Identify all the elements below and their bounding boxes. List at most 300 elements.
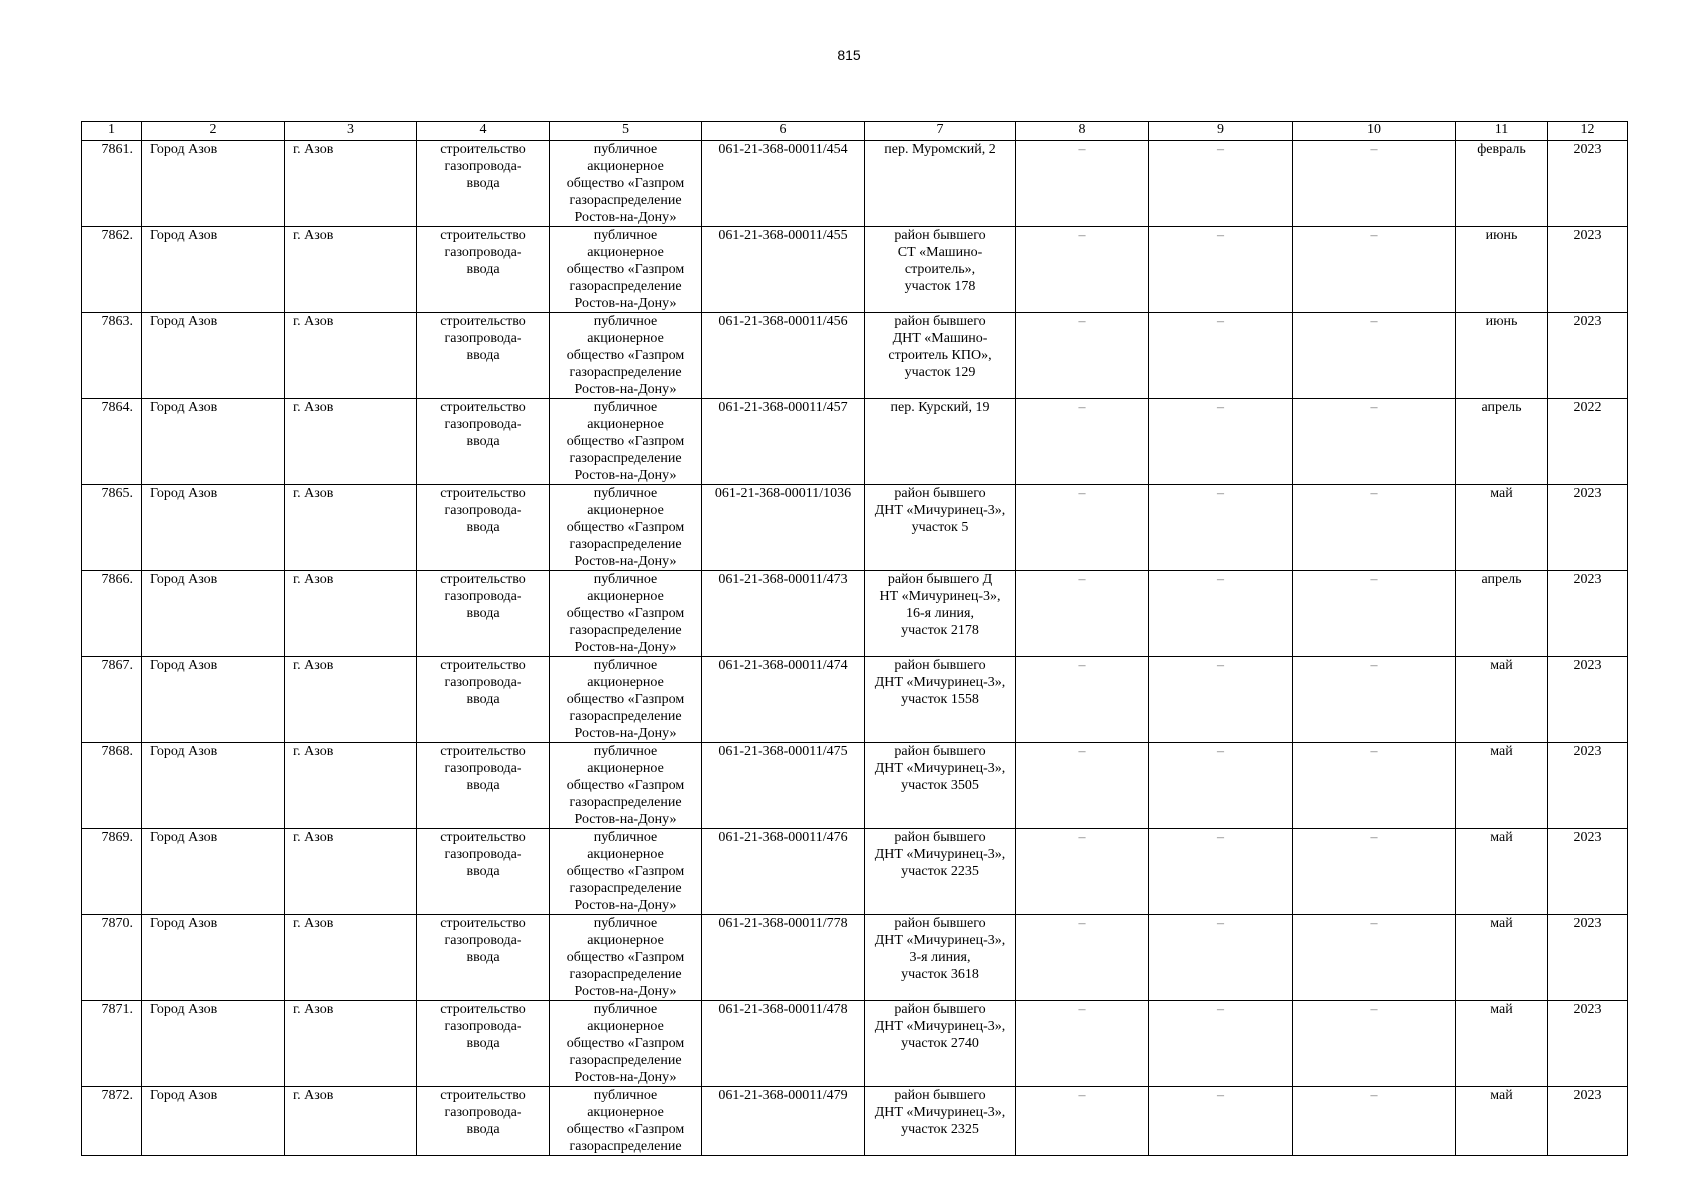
column-8-cell — [1016, 1001, 1149, 1087]
year-cell-text: 2023 — [1573, 142, 1602, 157]
year-cell — [1548, 571, 1628, 657]
row-number-cell-text: 7862. — [101, 228, 133, 243]
table-row — [82, 399, 1628, 485]
row-number-cell-text: 7871. — [101, 1002, 133, 1017]
column-9-cell — [1149, 485, 1293, 571]
row-number-cell — [82, 657, 142, 743]
column-header-11: 11 — [1456, 122, 1548, 141]
municipality-cell-text: Город Азов — [150, 1002, 218, 1017]
locality-cell — [285, 141, 417, 227]
table-row — [82, 915, 1628, 1001]
locality-cell-text: г. Азов — [293, 142, 334, 157]
column-10-cell-text: – — [1370, 314, 1378, 329]
locality-cell-text: г. Азов — [293, 314, 334, 329]
locality-cell-text: г. Азов — [293, 1002, 334, 1017]
work-type-cell-text: строительство газопровода- ввода — [440, 830, 526, 879]
municipality-cell-text: Город Азов — [150, 1088, 218, 1103]
column-10-cell — [1293, 915, 1456, 1001]
month-cell-text: июнь — [1485, 314, 1518, 329]
municipality-cell-text: Город Азов — [150, 916, 218, 931]
column-8-cell-text: – — [1078, 400, 1086, 415]
municipality-cell-text: Город Азов — [150, 228, 218, 243]
locality-cell-text: г. Азов — [293, 658, 334, 673]
organization-cell — [550, 571, 702, 657]
organization-cell — [550, 1087, 702, 1156]
locality-cell-text: г. Азов — [293, 572, 334, 587]
locality-cell-text: г. Азов — [293, 916, 334, 931]
locality-cell-text: г. Азов — [293, 486, 334, 501]
address-cell — [865, 743, 1016, 829]
locality-cell — [285, 657, 417, 743]
row-number-cell-text: 7866. — [101, 572, 133, 587]
column-8-cell-text: – — [1078, 142, 1086, 157]
column-9-cell — [1149, 1001, 1293, 1087]
registry-code-cell — [702, 915, 865, 1001]
row-number-cell — [82, 141, 142, 227]
year-cell-text: 2023 — [1573, 314, 1602, 329]
locality-cell — [285, 915, 417, 1001]
column-9-cell-text: – — [1217, 1088, 1224, 1103]
column-10-cell — [1293, 485, 1456, 571]
municipality-cell — [142, 743, 285, 829]
column-10-cell-text: – — [1370, 658, 1378, 673]
locality-cell-text: г. Азов — [293, 1088, 334, 1103]
locality-cell — [285, 313, 417, 399]
column-header-2: 2 — [142, 122, 285, 141]
column-10-cell-text: – — [1370, 1088, 1378, 1103]
column-10-cell — [1293, 141, 1456, 227]
organization-cell — [550, 227, 702, 313]
column-8-cell — [1016, 571, 1149, 657]
year-cell-text: 2023 — [1573, 486, 1602, 501]
registry-code-cell — [702, 571, 865, 657]
column-8-cell — [1016, 227, 1149, 313]
column-8-cell — [1016, 915, 1149, 1001]
municipality-cell — [142, 915, 285, 1001]
work-type-cell-text: строительство газопровода- ввода — [440, 1088, 526, 1137]
address-cell — [865, 227, 1016, 313]
address-cell-text: район бывшего СТ «Машино- строитель», участок 178 — [894, 228, 986, 294]
work-type-cell-text: строительство газопровода- ввода — [440, 658, 526, 707]
month-cell — [1456, 141, 1548, 227]
work-type-cell-text: строительство газопровода- ввода — [440, 486, 526, 535]
month-cell-text: февраль — [1477, 142, 1526, 157]
column-10-cell — [1293, 1087, 1456, 1156]
organization-cell-text: публичное акционерное общество «Газпром газораспределение Ростов-на-Дону» — [566, 314, 685, 397]
column-8-cell — [1016, 313, 1149, 399]
column-9-cell-text: – — [1217, 400, 1224, 415]
column-header-6: 6 — [702, 122, 865, 141]
column-8-cell — [1016, 485, 1149, 571]
registry-code-cell — [702, 313, 865, 399]
month-cell-text: июнь — [1485, 228, 1518, 243]
registry-code-cell — [702, 399, 865, 485]
organization-cell — [550, 313, 702, 399]
column-9-cell — [1149, 313, 1293, 399]
municipality-cell — [142, 1087, 285, 1156]
municipality-cell — [142, 571, 285, 657]
work-type-cell — [417, 313, 550, 399]
municipality-cell — [142, 485, 285, 571]
address-cell-text: район бывшего ДНТ «Мичуринец-3», участок 2740 — [874, 1002, 1006, 1051]
organization-cell-text: публичное акционерное общество «Газпром газораспределение — [566, 1088, 685, 1154]
row-number-cell — [82, 571, 142, 657]
column-9-cell-text: – — [1217, 658, 1224, 673]
locality-cell-text: г. Азов — [293, 830, 334, 845]
organization-cell-text: публичное акционерное общество «Газпром газораспределение Ростов-на-Дону» — [566, 916, 685, 999]
month-cell — [1456, 571, 1548, 657]
address-cell-text: пер. Муромский, 2 — [884, 142, 996, 157]
year-cell — [1548, 1087, 1628, 1156]
column-8-cell-text: – — [1078, 572, 1086, 587]
table-row — [82, 485, 1628, 571]
column-10-cell — [1293, 571, 1456, 657]
gas-connection-table — [81, 121, 1628, 1156]
organization-cell-text: публичное акционерное общество «Газпром газораспределение Ростов-на-Дону» — [566, 142, 685, 225]
locality-cell — [285, 743, 417, 829]
column-10-cell-text: – — [1370, 400, 1378, 415]
month-cell — [1456, 313, 1548, 399]
registry-code-cell-text: 061-21-368-00011/476 — [718, 830, 848, 845]
municipality-cell — [142, 141, 285, 227]
work-type-cell — [417, 657, 550, 743]
organization-cell-text: публичное акционерное общество «Газпром газораспределение Ростов-на-Дону» — [566, 658, 685, 741]
organization-cell-text: публичное акционерное общество «Газпром газораспределение Ростов-на-Дону» — [566, 744, 685, 827]
address-cell — [865, 485, 1016, 571]
column-8-cell-text: – — [1078, 228, 1086, 243]
month-cell-text: май — [1490, 1088, 1513, 1103]
work-type-cell-text: строительство газопровода- ввода — [440, 400, 526, 449]
work-type-cell-text: строительство газопровода- ввода — [440, 1002, 526, 1051]
table-row — [82, 1087, 1628, 1156]
month-cell — [1456, 399, 1548, 485]
column-header-1: 1 — [82, 122, 142, 141]
address-cell — [865, 915, 1016, 1001]
municipality-cell-text: Город Азов — [150, 486, 218, 501]
year-cell-text: 2023 — [1573, 572, 1602, 587]
month-cell — [1456, 1087, 1548, 1156]
registry-code-cell-text: 061-21-368-00011/457 — [718, 400, 848, 415]
column-9-cell — [1149, 743, 1293, 829]
work-type-cell — [417, 1087, 550, 1156]
work-type-cell-text: строительство газопровода- ввода — [440, 314, 526, 363]
locality-cell — [285, 1087, 417, 1156]
table-row — [82, 657, 1628, 743]
column-8-cell — [1016, 829, 1149, 915]
municipality-cell-text: Город Азов — [150, 572, 218, 587]
column-9-cell — [1149, 571, 1293, 657]
organization-cell — [550, 829, 702, 915]
column-8-cell — [1016, 141, 1149, 227]
column-header-8: 8 — [1016, 122, 1149, 141]
month-cell-text: апрель — [1481, 572, 1522, 587]
address-cell-text: район бывшего ДНТ «Мичуринец-3», участок 2325 — [874, 1088, 1006, 1137]
table-row — [82, 743, 1628, 829]
column-10-cell — [1293, 743, 1456, 829]
municipality-cell — [142, 657, 285, 743]
address-cell — [865, 1001, 1016, 1087]
address-cell-text: район бывшего ДНТ «Машино- строитель КПО», участок 129 — [888, 314, 992, 380]
locality-cell — [285, 399, 417, 485]
column-9-cell-text: – — [1217, 744, 1224, 759]
row-number-cell — [82, 399, 142, 485]
column-9-cell-text: – — [1217, 314, 1224, 329]
registry-code-cell — [702, 227, 865, 313]
column-9-cell — [1149, 915, 1293, 1001]
table-row — [82, 141, 1628, 227]
column-9-cell — [1149, 657, 1293, 743]
registry-code-cell-text: 061-21-368-00011/474 — [718, 658, 848, 673]
work-type-cell — [417, 915, 550, 1001]
row-number-cell-text: 7864. — [101, 400, 133, 415]
organization-cell — [550, 141, 702, 227]
table-row — [82, 313, 1628, 399]
month-cell — [1456, 1001, 1548, 1087]
month-cell — [1456, 915, 1548, 1001]
row-number-cell-text: 7861. — [101, 142, 133, 157]
column-9-cell-text: – — [1217, 1002, 1224, 1017]
registry-code-cell — [702, 829, 865, 915]
work-type-cell-text: строительство газопровода- ввода — [440, 228, 526, 277]
row-number-cell — [82, 1087, 142, 1156]
address-cell — [865, 829, 1016, 915]
registry-code-cell-text: 061-21-368-00011/454 — [718, 142, 848, 157]
row-number-cell-text: 7872. — [101, 1088, 133, 1103]
registry-code-cell-text: 061-21-368-00011/475 — [718, 744, 848, 759]
table-row — [82, 571, 1628, 657]
column-9-cell — [1149, 1087, 1293, 1156]
organization-cell-text: публичное акционерное общество «Газпром газораспределение Ростов-на-Дону» — [566, 1002, 685, 1085]
locality-cell — [285, 1001, 417, 1087]
address-cell-text: пер. Курский, 19 — [890, 400, 990, 415]
organization-cell-text: публичное акционерное общество «Газпром газораспределение Ростов-на-Дону» — [566, 228, 685, 311]
row-number-cell — [82, 743, 142, 829]
municipality-cell — [142, 1001, 285, 1087]
organization-cell — [550, 915, 702, 1001]
work-type-cell — [417, 399, 550, 485]
column-8-cell-text: – — [1078, 486, 1086, 501]
month-cell-text: май — [1490, 486, 1513, 501]
registry-code-cell-text: 061-21-368-00011/1036 — [714, 486, 852, 501]
address-cell — [865, 313, 1016, 399]
address-cell-text: район бывшего ДНТ «Мичуринец-3», участок 5 — [874, 486, 1006, 535]
column-header-5: 5 — [550, 122, 702, 141]
registry-code-cell-text: 061-21-368-00011/456 — [718, 314, 848, 329]
municipality-cell-text: Город Азов — [150, 142, 218, 157]
month-cell-text: май — [1490, 658, 1513, 673]
locality-cell — [285, 829, 417, 915]
month-cell-text: май — [1490, 830, 1513, 845]
column-8-cell-text: – — [1078, 314, 1086, 329]
month-cell — [1456, 829, 1548, 915]
month-cell-text: апрель — [1481, 400, 1522, 415]
row-number-cell — [82, 915, 142, 1001]
municipality-cell-text: Город Азов — [150, 314, 218, 329]
column-8-cell-text: – — [1078, 1002, 1086, 1017]
column-9-cell — [1149, 399, 1293, 485]
locality-cell — [285, 227, 417, 313]
column-10-cell-text: – — [1370, 916, 1378, 931]
row-number-cell-text: 7863. — [101, 314, 133, 329]
column-8-cell-text: – — [1078, 1088, 1086, 1103]
address-cell-text: район бывшего ДНТ «Мичуринец-3», участок 1558 — [874, 658, 1006, 707]
column-9-cell-text: – — [1217, 916, 1224, 931]
municipality-cell-text: Город Азов — [150, 744, 218, 759]
month-cell-text: май — [1490, 744, 1513, 759]
column-header-3: 3 — [285, 122, 417, 141]
month-cell-text: май — [1490, 916, 1513, 931]
column-8-cell-text: – — [1078, 916, 1086, 931]
address-cell — [865, 1087, 1016, 1156]
year-cell — [1548, 1001, 1628, 1087]
column-10-cell — [1293, 313, 1456, 399]
address-cell — [865, 399, 1016, 485]
municipality-cell — [142, 313, 285, 399]
year-cell-text: 2023 — [1573, 1088, 1602, 1103]
registry-code-cell — [702, 743, 865, 829]
municipality-cell — [142, 829, 285, 915]
column-header-9: 9 — [1149, 122, 1293, 141]
column-10-cell-text: – — [1370, 486, 1378, 501]
locality-cell-text: г. Азов — [293, 400, 334, 415]
address-cell — [865, 141, 1016, 227]
organization-cell-text: публичное акционерное общество «Газпром газораспределение Ростов-на-Дону» — [566, 400, 685, 483]
organization-cell — [550, 1001, 702, 1087]
work-type-cell-text: строительство газопровода- ввода — [440, 744, 526, 793]
column-header-12: 12 — [1548, 122, 1628, 141]
year-cell — [1548, 743, 1628, 829]
table-row — [82, 1001, 1628, 1087]
row-number-cell-text: 7865. — [101, 486, 133, 501]
municipality-cell-text: Город Азов — [150, 400, 218, 415]
month-cell — [1456, 227, 1548, 313]
locality-cell-text: г. Азов — [293, 228, 334, 243]
work-type-cell — [417, 743, 550, 829]
year-cell-text: 2023 — [1573, 744, 1602, 759]
registry-code-cell-text: 061-21-368-00011/778 — [718, 916, 848, 931]
registry-code-cell — [702, 485, 865, 571]
organization-cell — [550, 743, 702, 829]
registry-code-cell-text: 061-21-368-00011/479 — [718, 1088, 848, 1103]
row-number-cell — [82, 227, 142, 313]
year-cell-text: 2023 — [1573, 228, 1602, 243]
organization-cell — [550, 485, 702, 571]
column-header-4: 4 — [417, 122, 550, 141]
column-9-cell-text: – — [1217, 228, 1224, 243]
locality-cell-text: г. Азов — [293, 744, 334, 759]
municipality-cell-text: Город Азов — [150, 830, 218, 845]
column-header-10: 10 — [1293, 122, 1456, 141]
column-8-cell-text: – — [1078, 658, 1086, 673]
column-10-cell — [1293, 227, 1456, 313]
table-row — [82, 227, 1628, 313]
row-number-cell — [82, 1001, 142, 1087]
work-type-cell-text: строительство газопровода- ввода — [440, 142, 526, 191]
column-9-cell-text: – — [1217, 142, 1224, 157]
column-10-cell-text: – — [1370, 142, 1378, 157]
column-10-cell-text: – — [1370, 572, 1378, 587]
address-cell-text: район бывшего ДНТ «Мичуринец-3», 3-я линия, участок 3618 — [874, 916, 1006, 982]
column-10-cell — [1293, 829, 1456, 915]
year-cell — [1548, 657, 1628, 743]
address-cell — [865, 657, 1016, 743]
organization-cell-text: публичное акционерное общество «Газпром газораспределение Ростов-на-Дону» — [566, 830, 685, 913]
column-8-cell — [1016, 1087, 1149, 1156]
column-9-cell-text: – — [1217, 486, 1224, 501]
work-type-cell — [417, 571, 550, 657]
column-10-cell — [1293, 1001, 1456, 1087]
row-number-cell — [82, 313, 142, 399]
year-cell-text: 2023 — [1573, 916, 1602, 931]
column-10-cell — [1293, 399, 1456, 485]
year-cell — [1548, 485, 1628, 571]
address-cell-text: район бывшего ДНТ «Мичуринец-3», участок 3505 — [874, 744, 1006, 793]
column-header-7: 7 — [865, 122, 1016, 141]
organization-cell-text: публичное акционерное общество «Газпром газораспределение Ростов-на-Дону» — [566, 572, 685, 655]
registry-code-cell — [702, 657, 865, 743]
column-9-cell-text: – — [1217, 572, 1224, 587]
work-type-cell — [417, 227, 550, 313]
row-number-cell-text: 7870. — [101, 916, 133, 931]
month-cell — [1456, 743, 1548, 829]
address-cell-text: район бывшего ДНТ «Мичуринец-3», участок 2235 — [874, 830, 1006, 879]
organization-cell — [550, 657, 702, 743]
year-cell-text: 2023 — [1573, 830, 1602, 845]
municipality-cell — [142, 227, 285, 313]
row-number-cell-text: 7868. — [101, 744, 133, 759]
work-type-cell-text: строительство газопровода- ввода — [440, 916, 526, 965]
column-8-cell — [1016, 743, 1149, 829]
registry-code-cell — [702, 141, 865, 227]
address-cell — [865, 571, 1016, 657]
column-8-cell-text: – — [1078, 830, 1086, 845]
registry-code-cell-text: 061-21-368-00011/455 — [718, 228, 848, 243]
column-10-cell — [1293, 657, 1456, 743]
row-number-cell-text: 7869. — [101, 830, 133, 845]
year-cell — [1548, 227, 1628, 313]
address-cell-text: район бывшего Д НТ «Мичуринец-3», 16-я линия, участок 2178 — [879, 572, 1001, 638]
row-number-cell — [82, 485, 142, 571]
column-9-cell — [1149, 227, 1293, 313]
work-type-cell-text: строительство газопровода- ввода — [440, 572, 526, 621]
column-9-cell — [1149, 141, 1293, 227]
column-8-cell-text: – — [1078, 744, 1086, 759]
row-number-cell — [82, 829, 142, 915]
year-cell-text: 2022 — [1573, 400, 1602, 415]
table-row — [82, 829, 1628, 915]
column-number-header-row — [82, 122, 1628, 141]
year-cell-text: 2023 — [1573, 1002, 1602, 1017]
work-type-cell — [417, 1001, 550, 1087]
locality-cell — [285, 485, 417, 571]
month-cell — [1456, 657, 1548, 743]
column-8-cell — [1016, 399, 1149, 485]
year-cell — [1548, 141, 1628, 227]
column-10-cell-text: – — [1370, 830, 1378, 845]
organization-cell-text: публичное акционерное общество «Газпром газораспределение Ростов-на-Дону» — [566, 486, 685, 569]
column-10-cell-text: – — [1370, 228, 1378, 243]
month-cell — [1456, 485, 1548, 571]
year-cell — [1548, 829, 1628, 915]
table-body — [82, 141, 1628, 1156]
work-type-cell — [417, 485, 550, 571]
registry-code-cell-text: 061-21-368-00011/473 — [718, 572, 848, 587]
locality-cell — [285, 571, 417, 657]
registry-code-cell-text: 061-21-368-00011/478 — [718, 1002, 848, 1017]
column-9-cell — [1149, 829, 1293, 915]
year-cell — [1548, 915, 1628, 1001]
column-10-cell-text: – — [1370, 744, 1378, 759]
